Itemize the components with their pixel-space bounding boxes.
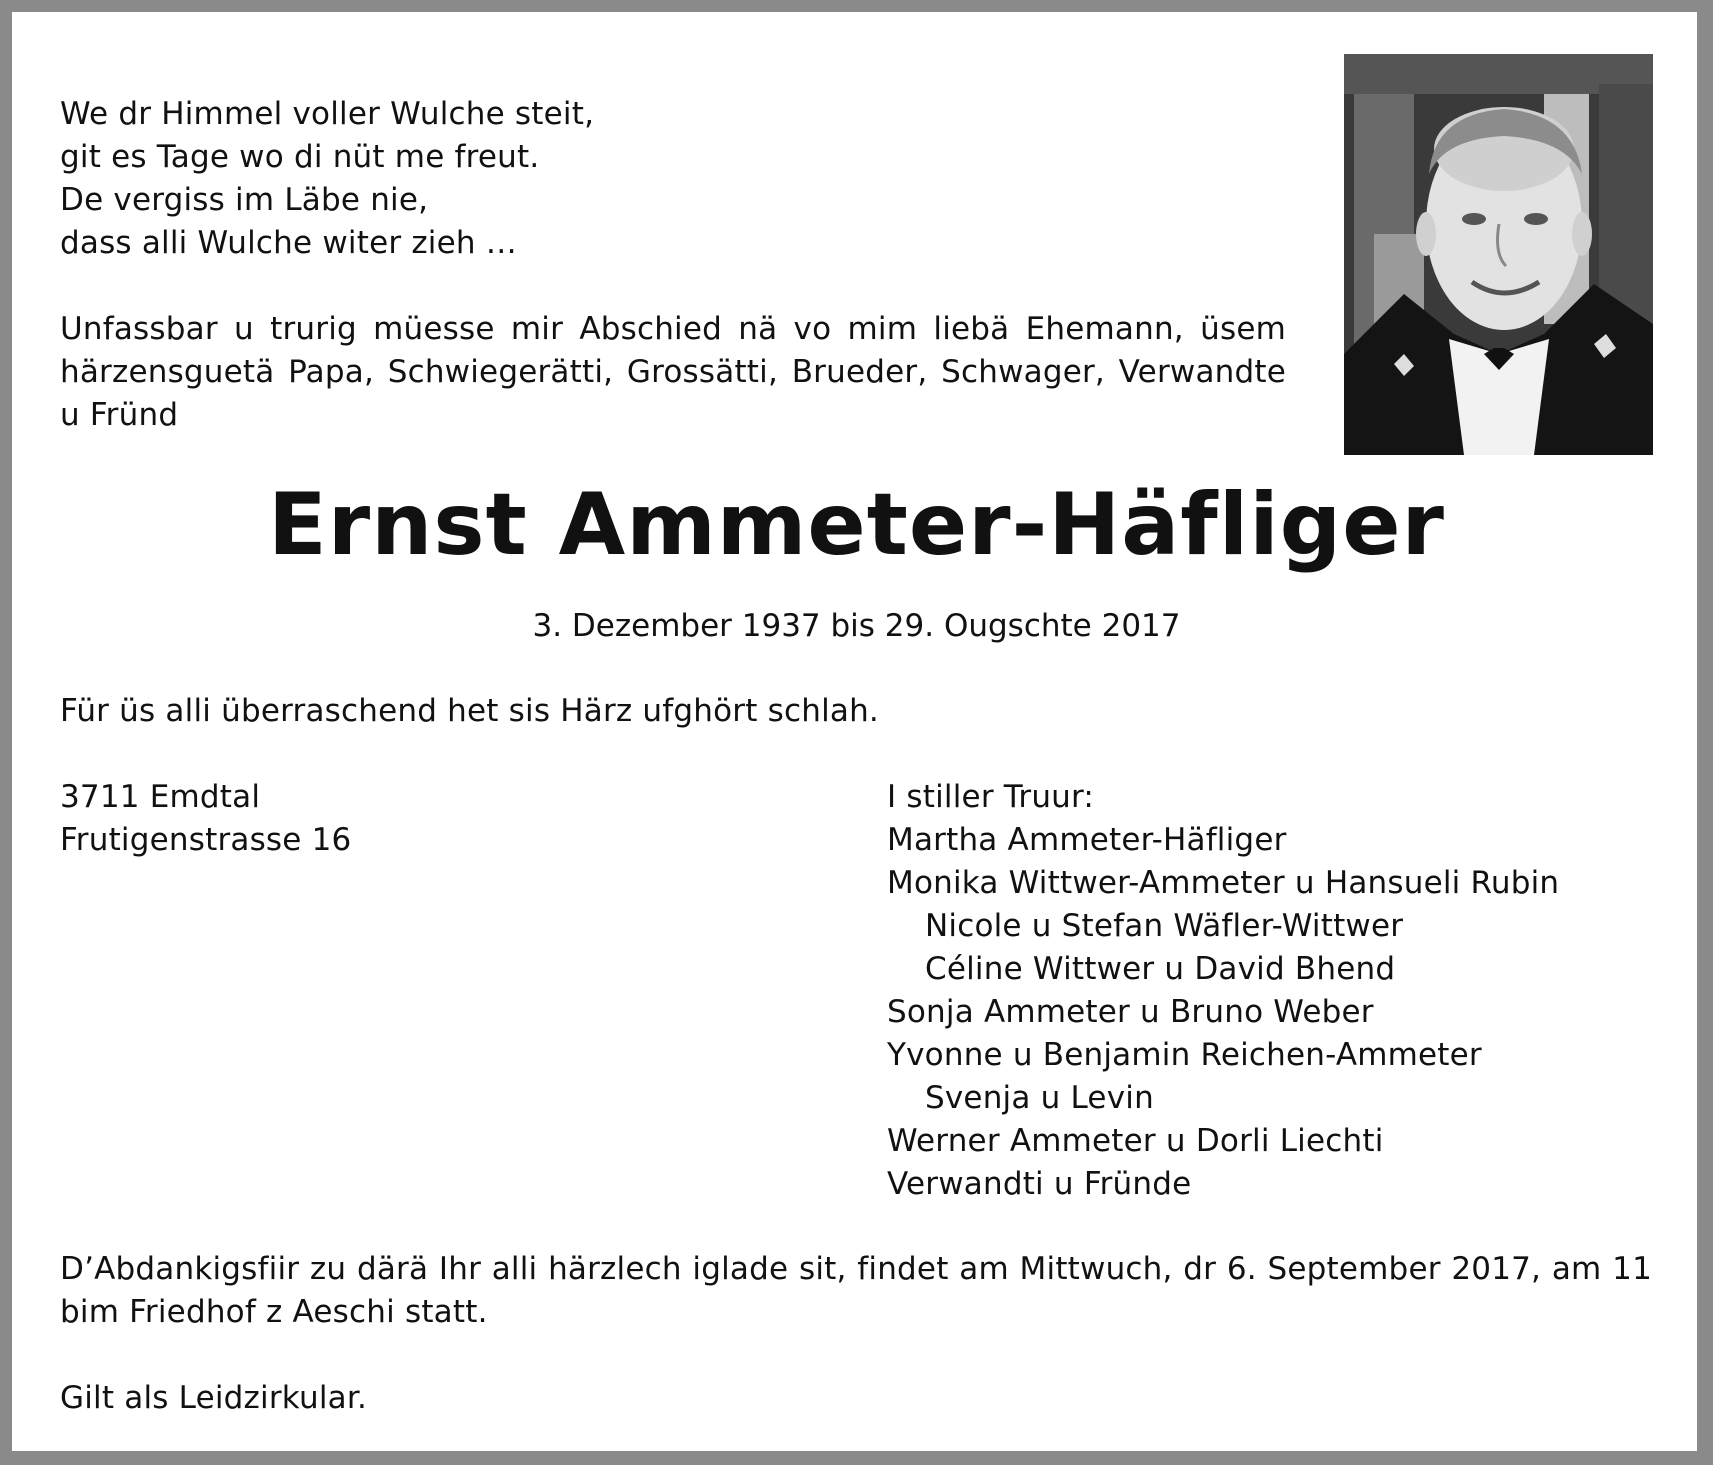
mourner-name: Werner Ammeter u Dorli Liechti [887, 1123, 1384, 1159]
portrait-photo-drawing [1344, 54, 1653, 455]
intro-line: härzensguetä Papa, Schwiegerätti, Grossätti, Brueder, Schwager, Verwandte [60, 354, 1286, 390]
deceased-name: Ernst Ammeter-Häfliger [268, 475, 1445, 575]
life-dates: 3. Dezember 1937 bis 29. Ougschte 2017 [532, 608, 1181, 644]
portrait-photo [1344, 54, 1653, 455]
mourner-name: Céline Wittwer u David Bhend [925, 951, 1396, 987]
mourners-heading: I stiller Truur: [887, 779, 1095, 815]
poem-line: We dr Himmel voller Wulche steit, [60, 96, 595, 132]
address-line: 3711 Emdtal [60, 779, 261, 815]
ceremony-line: am 11 bim Friedhof z Aeschi statt. [60, 1251, 1652, 1330]
ceremony-notice [60, 1248, 1652, 1334]
mourner-name: Sonja Ammeter u Bruno Weber [887, 994, 1374, 1030]
poem-line: dass alli Wulche witer zieh … [60, 225, 517, 261]
mourner-name: Nicole u Stefan Wäfler-Wittwer [925, 908, 1404, 944]
mourner-name: Yvonne u Benjamin Reichen-Ammeter [887, 1037, 1482, 1073]
poem-line: De vergiss im Läbe nie, [60, 182, 429, 218]
poem [60, 93, 1260, 265]
mourner-name: Monika Wittwer-Ammeter u Hansueli Rubin [887, 865, 1560, 901]
address-line: Frutigenstrasse 16 [60, 822, 352, 858]
mourners-list [887, 776, 1667, 1206]
mourner-name: Verwandti u Fründe [887, 1166, 1192, 1202]
address [60, 776, 351, 862]
mourner-name: Svenja u Levin [925, 1080, 1154, 1116]
heart-line: Für üs alli überraschend het sis Härz ufghört schlah. [60, 693, 879, 729]
intro-line: Unfassbar u trurig müesse mir Abschied nä vo mim liebä Ehemann, üsem [60, 311, 1286, 347]
mourner-name: Martha Ammeter-Häfliger [887, 822, 1287, 858]
circular-note: Gilt als Leidzirkular. [60, 1380, 367, 1416]
ceremony-line: D’Abdankigsfiir zu därä Ihr alli härzlech iglade sit, findet am Mittwuch, dr 6. September 2017, [60, 1251, 1542, 1287]
intro-line: u Fründ [60, 397, 179, 433]
poem-line: git es Tage wo di nüt me freut. [60, 139, 540, 175]
intro-text [60, 308, 1286, 437]
